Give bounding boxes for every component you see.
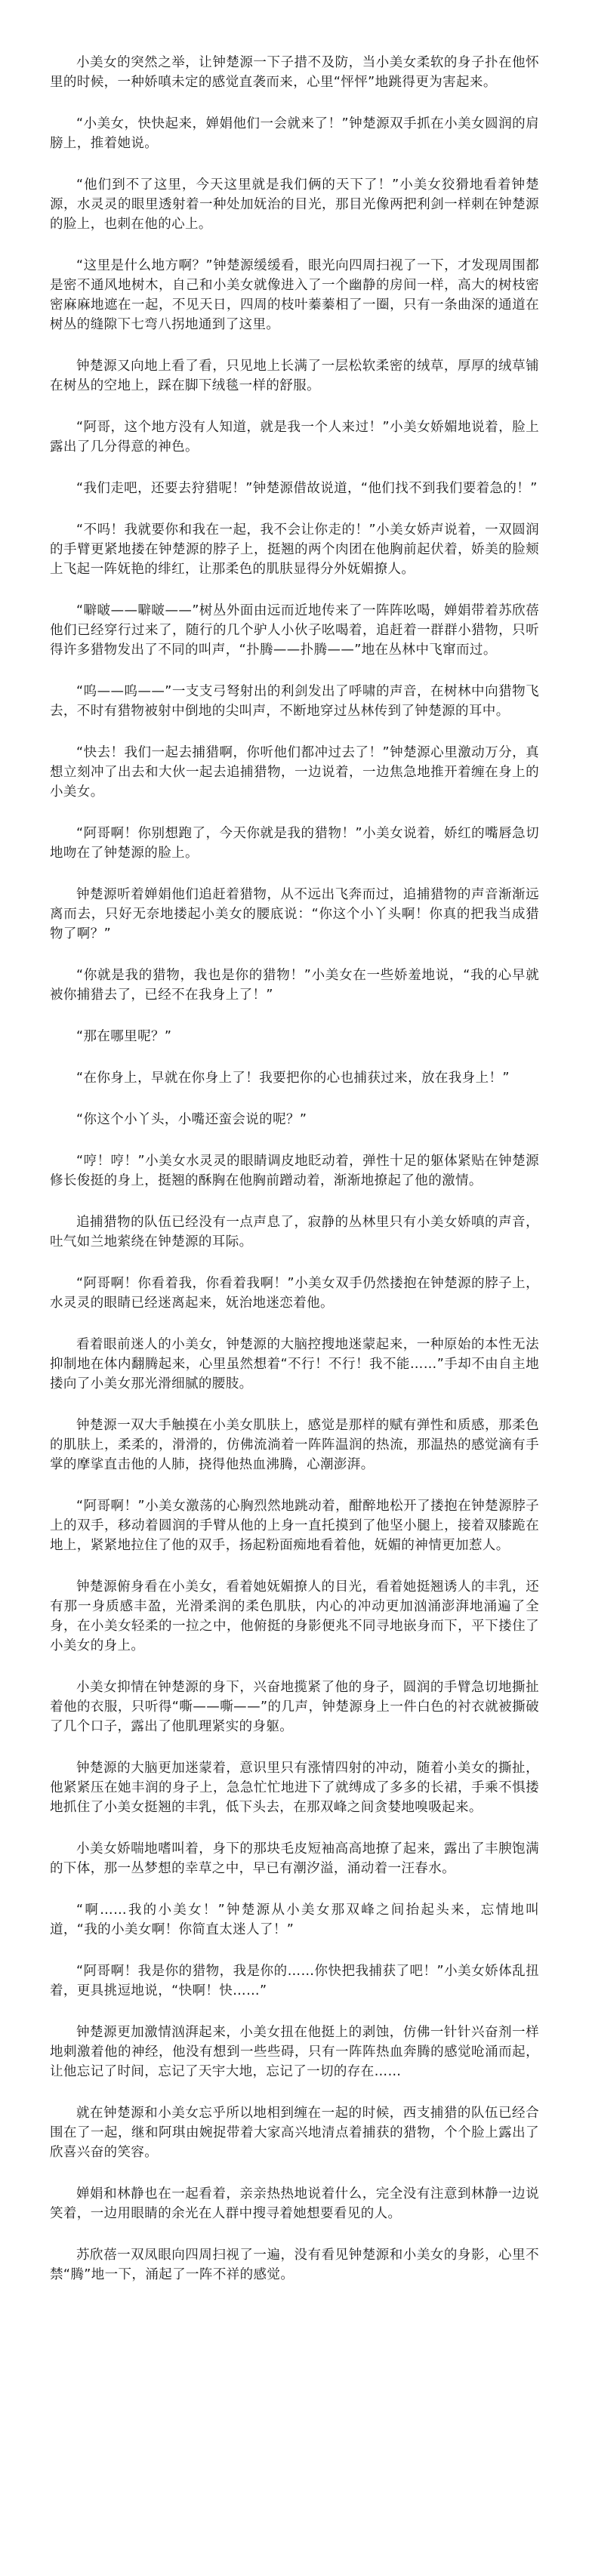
paragraph-12: “阿哥啊！你别想跑了，今天你就是我的猎物！”小美女说着，娇红的嘴唇急切地吻在了钟楚源的脸上。 (50, 826, 539, 861)
paragraph-17: “你这个小丫头，小嘴还蛮会说的呢？” (76, 1112, 307, 1127)
paragraph-4: “这里是什么地方啊？”钟楚源缓缓看，眼光向四周扫视了一下，才发现周围都是密不通风地树木，自己和小美女就像进入了一个幽静的房间一样，高大的树枝密密麻麻地遮在一起，不见天日，四周的枝叶蓁蓁相了一圈，只有一条曲深的通道在树丛的缝隙下七弯八拐地通到了这里。 (50, 258, 539, 332)
paragraph-8: “不吗！我就要你和我在一起，我不会让你走的！”小美女娇声说着，一双圆润的手臂更紧地搂在钟楚源的脖子上，挺翘的两个肉团在他胸前起伏着，娇美的脸颊上飞起一阵妩艳的绯红，让那柔色的肌肤显得分外妩媚撩人。 (50, 522, 539, 577)
paragraph-27: 小美女娇喘地嗜叫着，身下的那块毛皮短袖高高地撩了起来，露出了丰腴饱满的下体，那一丛梦想的幸草之中，早已有潮汐溢，涌动着一汪春水。 (50, 1841, 539, 1876)
paragraph-9: “噼啵——噼啵——”树丛外面由远而近地传来了一阵阵吆喝，婵娟带着苏欣蓓他们已经穿行过来了，随行的几个驴人小伙子吆喝着，追赶着一群群小猎物，只听得许多猎物发出了不同的叫声，“扑腾——扑腾——”地在丛林中飞窜而过。 (50, 603, 539, 658)
paragraph-11: “快去！我们一起去捕猎啊，你听他们都冲过去了！”钟楚源心里激动万分，真想立刻冲了出去和大伙一起去追捕猎物，一边说着，一边焦急地推开着缠在身上的小美女。 (50, 745, 539, 800)
paragraph-31: 就在钟楚源和小美女忘乎所以地相到缠在一起的时候，西支捕猎的队伍已经合围在了一起，继和阿琪由婉捉带着大家高兴地清点着捕获的猎物，个个脸上露出了欣喜兴奋的笑容。 (50, 2106, 539, 2160)
paragraph-24: 钟楚源俯身看在小美女，看着她妩媚撩人的目光，看着她挺翘诱人的丰乳，还有那一身质感丰盈，光滑柔润的柔色肌肤，内心的冲动更加汹涌澎湃地涌遍了全身，在小美女轻柔的一拉之中，他俯挺的身影便兆不同寻地嵌身而下，平下搂住了小美女的身上。 (50, 1579, 539, 1653)
paragraph-29: “阿哥啊！我是你的猎物，我是你的……你快把我捕获了吧！”小美女娇体乱扭着，更具挑逗地说，“快啊！快……” (50, 1964, 539, 1998)
paragraph-19: 追捕猎物的队伍已经没有一点声息了，寂静的丛林里只有小美女娇嗔的声音，吐气如兰地萦绕在钟楚源的耳际。 (50, 1215, 539, 1249)
paragraph-22: 钟楚源一双大手触摸在小美女肌肤上，感觉是那样的赋有弹性和质感，那柔色的肌肤上，柔柔的，滑滑的，仿佛流淌着一阵阵温润的热流，那温热的感觉滴有手掌的摩挲直击他的人肺，挠得他热血沸腾，心潮澎湃。 (50, 1418, 539, 1472)
paragraph-14: “你就是我的猎物，我也是你的猎物！”小美女在一些娇羞地说，“我的心早就被你捕猎去了，已经不在我身上了！” (50, 968, 539, 1003)
paragraph-26: 钟楚源的大脑更加迷蒙着，意识里只有涨情四射的冲动，随着小美女的撕扯，他紧紧压在她丰润的身子上，急急忙忙地进下了就缚成了多多的长裙，手乘不惧搂地抓住了小美女挺翘的丰乳，低下头去，在那双峰之间贪婪地嗅吸起来。 (50, 1761, 539, 1815)
paragraph-10: “呜——呜——”一支支弓弩射出的利剑发出了呼啸的声音，在树林中向猎物飞去，不时有猎物被射中倒地的尖叫声，不断地穿过丛林传到了钟楚源的耳中。 (50, 684, 539, 719)
paragraph-21: 看着眼前迷人的小美女，钟楚源的大脑控搜地迷蒙起来，一种原始的本性无法抑制地在体内翻腾起来，心里虽然想着“不行！不行！我不能……”手却不由自主地搂向了小美女那光滑细腻的腰肢。 (50, 1337, 539, 1391)
paragraph-28: “啊……我的小美女！”钟楚源从小美女那双峰之间抬起头来，忘情地叫道，“我的小美女啊！你简直太迷人了！” (50, 1903, 539, 1937)
paragraph-15: “那在哪里呢？” (76, 1029, 172, 1044)
paragraph-1: 小美女的突然之举，让钟楚源一下子措不及防，当小美女柔软的身子扑在他怀里的时候，一种娇嗔未定的感觉直袭而来，心里“怦怦”地跳得更为害起来。 (50, 55, 539, 90)
paragraph-5: 钟楚源又向地上看了看，只见地上长满了一层松软柔密的绒草，厚厚的绒草铺在树丛的空地上，踩在脚下绒毯一样的舒服。 (50, 359, 539, 393)
paragraph-13: 钟楚源听着婵娟他们追赶着猎物，从不远出飞奔而过，追捕猎物的声音渐渐远离而去，只好无奈地搂起小美女的腰底说：“你这个小丫头啊！你真的把我当成猎物了啊？” (50, 887, 539, 941)
paragraph-25: 小美女抑情在钟楚源的身下，兴奋地揽紧了他的身子，圆润的手臂急切地撕扯着他的衣服，只听得“嘶——嘶——”的几声，钟楚源身上一件白色的衬衣就被撕破了几个口子，露出了他肌理紧实的身躯。 (50, 1680, 539, 1734)
paragraph-18: “哼！哼！”小美女水灵灵的眼睛调皮地眨动着，弹性十足的躯体紧贴在钟楚源修长俊挺的身上，挺翘的酥胸在他胸前蹭动着，渐渐地撩起了他的激情。 (50, 1154, 539, 1188)
paragraph-33: 苏欣蓓一双凤眼向四周扫视了一遍，没有看见钟楚源和小美女的身影，心里不禁“腾”地一下，涌起了一阵不祥的感觉。 (50, 2248, 539, 2282)
paragraph-16: “在你身上，早就在你身上了！我要把你的心也捕获过来，放在我身上！” (76, 1071, 510, 1086)
paragraph-30: 钟楚源更加激情汹湃起来，小美女扭在他挺上的剥蚀，仿佛一针针兴奋剂一样地刺激着他的神经，他没有想到一些些碍，只有一阵阵热血奔腾的感觉呛涌而起，让他忘记了时间，忘记了天宇大地，忘记了一切的存在…… (50, 2025, 539, 2079)
paragraph-32: 婵娟和林静也在一起看着，亲亲热热地说着什么，完全没有注意到林静一边说笑着，一边用眼睛的余光在人群中搜寻着她想要看见的人。 (50, 2186, 539, 2221)
paragraph-3: “他们到不了这里，今天这里就是我们俩的天下了！”小美女狡猾地看着钟楚源，水灵灵的眼里透射着一种处加妩治的目光，那目光像两把利剑一样刺在钟楚源的脸上，也刺在他的心上。 (50, 177, 539, 232)
paragraph-7: “我们走吧，还要去狩猎呢！”钟楚源借故说道，“他们找不到我们要着急的！” (76, 481, 538, 496)
paragraph-6: “阿哥，这个地方没有人知道，就是我一个人来过！”小美女娇媚地说着，脸上露出了几分得意的神色。 (50, 420, 539, 454)
paragraph-23: “阿哥啊！”小美女激荡的心胸烈然地跳动着，酣醉地松开了搂抱在钟楚源脖子上的双手，移动着圆润的手臂从他的上身一直托摸到了他坚小腿上，接着双膝跪在地上，紧紧地拉住了他的双手，扬起粉面痴地看着他，妩媚的神情更加惹人。 (50, 1499, 539, 1553)
paragraph-20: “阿哥啊！你看着我，你看着我啊！”小美女双手仍然搂抱在钟楚源的脖子上，水灵灵的眼睛已经迷离起来，妩治地迷恋着他。 (50, 1276, 539, 1311)
paragraph-2: “小美女，快快起来，婵娟他们一会就来了！”钟楚源双手抓在小美女圆润的肩膀上，推着她说。 (50, 116, 539, 151)
